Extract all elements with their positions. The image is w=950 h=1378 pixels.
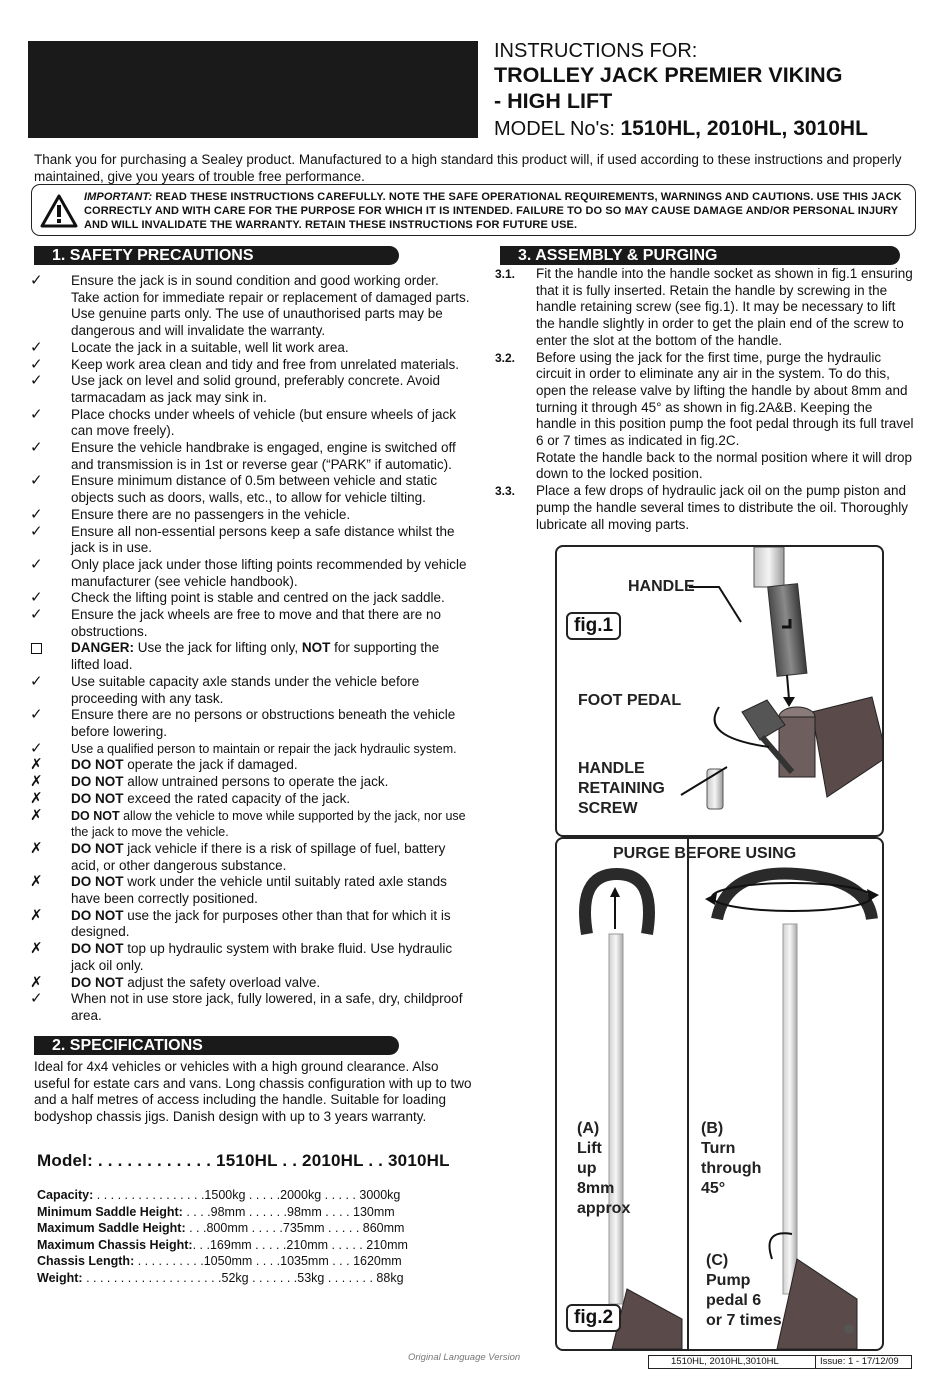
safety-item: ✓ Ensure the vehicle handbrake is engaged, engine is switched off and transmission is in 1st or reverse gear (“PARK” if automatic). <box>30 439 456 472</box>
fig2-b-label-3: through <box>701 1160 762 1177</box>
safety-item: ✓ Ensure there are no persons or obstructions beneath the vehicle before lowering. <box>30 706 456 739</box>
header-logo-block <box>28 41 478 138</box>
footer-original-language: Original Language Version <box>408 1352 521 1363</box>
fig2-title: PURGE BEFORE USING <box>613 845 797 862</box>
section-heading-safety: 1. SAFETY PRECAUTIONS <box>34 246 399 265</box>
safety-item: ✗ DO NOT adjust the safety overload valve. <box>30 973 321 991</box>
product-title-line1: TROLLEY JACK PREMIER VIKING <box>494 63 843 87</box>
cross-icon: ✗ <box>30 973 43 991</box>
safety-item: ✗ DO NOT allow untrained persons to operate the jack. <box>30 773 389 791</box>
title-block <box>494 40 934 142</box>
figure-2 <box>555 837 884 1351</box>
spec-row: Capacity: . . . . . . . . . . . . . . . .1500kg . . . . .2000kg . . . . . 3000kg <box>37 1188 401 1202</box>
spec-row: Maximum Saddle Height: . . .800mm . . . . .735mm . . . . . 860mm <box>37 1221 405 1235</box>
safety-item: ✓ Only place jack under those lifting points recommended by vehicle manufacturer (see vehicle handbook). <box>30 555 467 589</box>
check-icon: ✓ <box>30 672 43 690</box>
warning-triangle-icon <box>40 194 78 228</box>
check-icon: ✓ <box>30 522 43 540</box>
safety-item: ✗ DO NOT jack vehicle if there is a risk of spillage of fuel, battery acid, or other dangerous substance. <box>30 839 446 873</box>
safety-item: ✗ DO NOT use the jack for purposes other than that for which it is designed. <box>30 906 451 940</box>
fig2-b-label-2: Turn <box>701 1140 736 1157</box>
fig1-retaining-label-2: RETAINING <box>578 780 665 797</box>
fig2-label: fig.2 <box>566 1304 621 1332</box>
fig2-b-label-4: 45° <box>701 1180 726 1197</box>
safety-item: ✗ DO NOT top up hydraulic system with brake fluid. Use hydraulic jack oil only. <box>30 940 453 973</box>
cross-icon: ✗ <box>30 906 43 924</box>
footer-issue: Issue: 1 - 17/12/09 <box>815 1356 899 1368</box>
spec-row: Minimum Saddle Height: . . . .98mm . . . . . .98mm . . . . 130mm <box>37 1204 395 1219</box>
cross-icon: ✗ <box>30 773 43 791</box>
assembly-step: 3.3. Place a few drops of hydraulic jack oil on the pump piston and pump the handle several times to distribute the oil. Thoroughly lubricate all moving parts. <box>495 483 908 532</box>
fig2-c-label-2: Pump <box>706 1272 751 1289</box>
intro-paragraph: Thank you for purchasing a Sealey product. Manufactured to a high standard this product will, if used according to these instructions and properly maintained, give you years of trouble free performance. <box>34 152 902 184</box>
important-notice <box>31 184 916 236</box>
safety-item: DANGER: Use the jack for lifting only, NOT for supporting the lifted load. <box>30 640 470 673</box>
safety-item: ✗ DO NOT exceed the rated capacity of the jack. <box>30 789 351 807</box>
cross-icon: ✗ <box>30 756 43 774</box>
safety-item: ✓ Use suitable capacity axle stands under the vehicle before proceeding with any task. <box>30 672 420 706</box>
check-icon: ✓ <box>30 405 43 423</box>
cross-icon: ✗ <box>30 806 43 824</box>
safety-item: ✓ Use jack on level and solid ground, preferably concrete. Avoid tarmacadam as jack may sink in. <box>30 372 440 405</box>
check-icon: ✓ <box>30 338 43 356</box>
safety-item: ✗ DO NOT work under the vehicle until suitably rated axle stands have been correctly positioned. <box>30 873 447 907</box>
footer-models: 1510HL, 2010HL,3010HL <box>671 1356 779 1367</box>
fig2-c-label-3: pedal 6 <box>706 1292 762 1309</box>
check-icon: ✓ <box>30 355 43 373</box>
check-icon: ✓ <box>30 606 43 624</box>
safety-item: ✓ When not in use store jack, fully lowered, in a safe, dry, childproof area. <box>30 990 463 1023</box>
assembly-list <box>495 266 915 533</box>
spec-table <box>37 1187 457 1286</box>
specifications-intro: Ideal for 4x4 vehicles or vehicles with a high ground clearance. Also useful for estate cars and vans. Long chassis configuration with up to two and a half metres of access including the handle. Suitable for loading bodyshop chassis jigs. Danish design with up to 3 years warranty. <box>34 1059 472 1125</box>
safety-item: ✓ Ensure all non-essential persons keep a safe distance whilst the jack is in use. <box>30 522 455 556</box>
safety-item: ✓ Ensure the jack wheels are free to move and that there are no obstructions. <box>30 606 441 639</box>
assembly-step: 3.1. Fit the handle into the handle socket as shown in fig.1 ensuring that it is fully inserted. Retain the handle by screwing in the handle retaining screw (see fig.1). It may be necessary to lift the handle slightly in order to get the plain end of the screw to enter the slot at the bottom of the handle. <box>495 266 913 348</box>
check-icon: ✓ <box>30 555 43 573</box>
assembly-step: 3.2. Before using the jack for the first time, purge the hydraulic circuit in order to eliminate any air in the system. To do this, open the release valve by lifting the handle by about 8mm and turning it through 45° as shown in fig.2A&B. Keeping the handle in this position pump the foot pedal through its full travel 6 or 7 times as indicated in fig.2C. Rotate the handle back to the normal position where it will drop down to the locked position. <box>495 349 914 482</box>
spec-model-line: Model: . . . . . . . . . . . . 1510HL . . 2010HL . . 3010HL <box>37 1151 450 1170</box>
check-icon: ✓ <box>30 439 43 457</box>
product-title-line2: - HIGH LIFT <box>494 89 613 113</box>
spec-row: Weight: . . . . . . . . . . . . . . . . . . . .52kg . . . . . . .53kg . . . . . . . 88kg <box>37 1270 404 1285</box>
cross-icon: ✗ <box>30 789 43 807</box>
fig2-a-label-3: up <box>577 1160 597 1177</box>
check-icon: ✓ <box>30 990 43 1008</box>
safety-item: ✓ Use a qualified person to maintain or repair the jack hydraulic system. <box>30 739 457 757</box>
instructions-for-label: INSTRUCTIONS FOR: <box>494 40 698 62</box>
safety-item: ✓ Place chocks under wheels of vehicle (but ensure wheels of jack can move freely). <box>30 405 456 439</box>
checkbox-icon <box>31 643 42 654</box>
fig1-foot-pedal-label: FOOT PEDAL <box>578 692 682 709</box>
fig2-a-label-1: (A) <box>577 1120 600 1137</box>
safety-item: ✗ DO NOT operate the jack if damaged. <box>30 756 298 774</box>
safety-item: ✓ Keep work area clean and tidy and free from unrelated materials. <box>30 355 459 373</box>
fig2-b-label-1: (B) <box>701 1120 724 1137</box>
model-numbers: MODEL No's: 1510HL, 2010HL, 3010HL <box>494 117 868 140</box>
section-heading-specifications: 2. SPECIFICATIONS <box>34 1036 399 1055</box>
fig1-label: fig.1 <box>566 612 621 640</box>
fig2-a-label-5: approx <box>577 1200 631 1217</box>
check-icon: ✓ <box>30 739 43 757</box>
cross-icon: ✗ <box>30 873 43 891</box>
safety-item: ✓ Ensure there are no passengers in the vehicle. <box>30 505 351 523</box>
spec-row: Maximum Chassis Height:. . .169mm . . . . .210mm . . . . . 210mm <box>37 1237 408 1252</box>
cross-icon: ✗ <box>30 839 43 857</box>
safety-item: ✓ Check the lifting point is stable and centred on the jack saddle. <box>30 589 445 607</box>
spec-row: Chassis Length: . . . . . . . . . .1050mm . . . .1035mm . . . 1620mm <box>37 1254 402 1268</box>
fig1-handle-label: HANDLE <box>628 578 695 595</box>
fig1-retaining-label-1: HANDLE <box>578 760 645 777</box>
section-heading-assembly: 3. ASSEMBLY & PURGING <box>500 246 900 265</box>
check-icon: ✓ <box>30 272 43 289</box>
safety-list <box>30 273 470 1025</box>
footer-info-box <box>648 1355 912 1369</box>
check-icon: ✓ <box>30 505 43 523</box>
cross-icon: ✗ <box>30 940 43 958</box>
important-text: IMPORTANT: READ THESE INSTRUCTIONS CAREFULLY. NOTE THE SAFE OPERATIONAL REQUIREMENTS, WARNINGS AND CAUTIONS. USE THIS JACK CORRECTLY AND WITH CARE FOR THE PURPOSE FOR WHICH IT IS INTENDED. FAILURE TO DO SO MAY CAUSE DAMAGE AND/OR PERSONAL INJURY AND WILL INVALIDATE THE WARRANTY. RETAIN THESE INSTRUCTIONS FOR FUTURE USE. <box>84 191 902 231</box>
fig2-a-label-2: Lift <box>577 1140 602 1157</box>
safety-item: ✓ Ensure minimum distance of 0.5m between vehicle and static objects such as doors, walls, etc., to allow for vehicle tilting. <box>30 472 438 506</box>
safety-item: ✓ Locate the jack in a suitable, well lit work area. <box>30 338 349 356</box>
fig1-retaining-label-3: SCREW <box>578 800 638 817</box>
fig2-c-label-4: or 7 times <box>706 1312 782 1329</box>
check-icon: ✓ <box>30 472 43 490</box>
fig2-c-label-1: (C) <box>706 1252 729 1269</box>
safety-item: ✗ DO NOT allow the vehicle to move while supported by the jack, nor use the jack to move the vehicle. <box>30 806 466 840</box>
safety-item: ✓ Ensure the jack is in sound condition and good working order. Take action for immediate repair or replacement of damaged parts. Use genuine parts only. The use of unauthorised parts may be dangerous and will invalidate the warranty. <box>30 272 470 339</box>
check-icon: ✓ <box>30 589 43 607</box>
check-icon: ✓ <box>30 706 43 724</box>
fig2-a-label-4: 8mm <box>577 1180 615 1197</box>
check-icon: ✓ <box>30 372 43 390</box>
figure-1 <box>555 545 884 837</box>
